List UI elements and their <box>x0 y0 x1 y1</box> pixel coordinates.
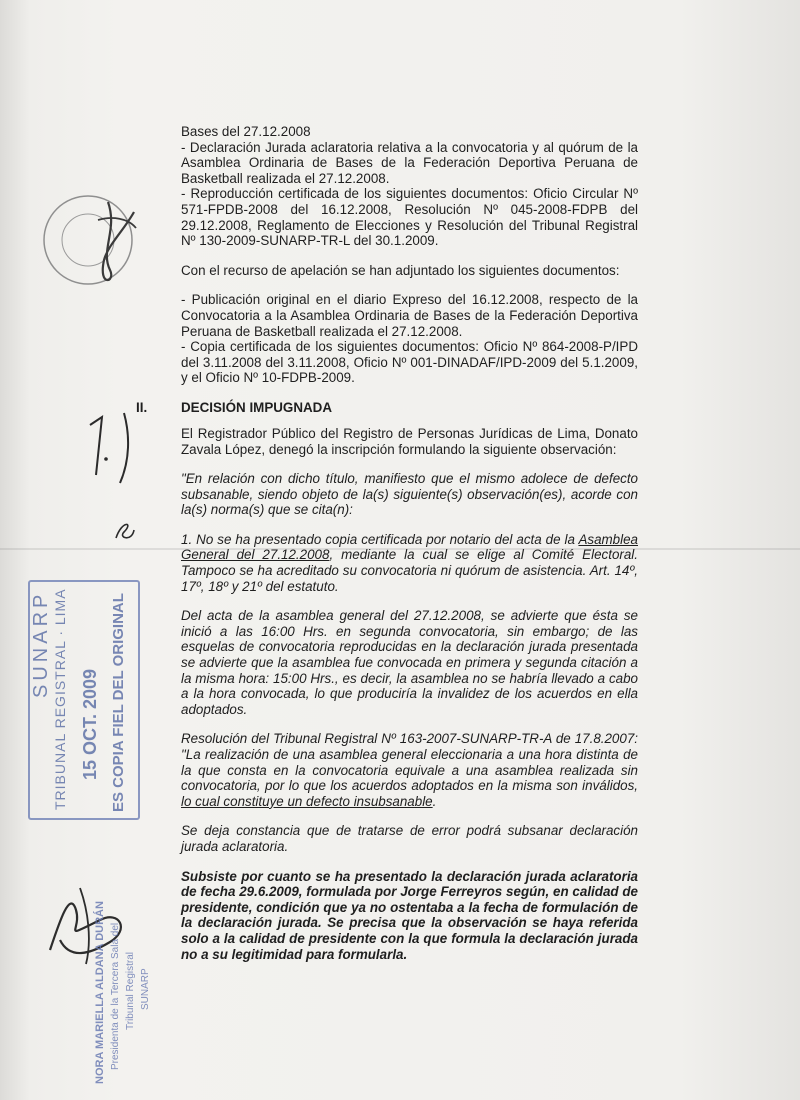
resolution-quote: Resolución del Tribunal Registral Nº 163-2007-SUNARP-TR-A de 17.8.2007: "La realización de una asamblea general eleccionaria a una hora distinta de la que consta en la convocatoria equivale a una asamblea realizada sin convocatoria, por lo que los acuerdos adoptados en la misma son inválidos, lo cual constituye un defecto insubsanable. <box>181 731 638 809</box>
stamp-tribunal: TRIBUNAL REGISTRAL · LIMA <box>52 588 68 810</box>
stamp-name-line4: SUNARP <box>140 968 151 1010</box>
observation-4: Subsiste por cuanto se ha presentado la declaración jurada aclaratoria de fecha 29.6.2009, formulada por Jorge Ferreyros según, en calidad de presidente, condición que ya no ostentaba a la fecha de formulación de la declaración jurada. Se precisa que la observación se haya referida solo a la calidad de presidente con la que formula la declaración jurada no a su legitimidad para formularla. <box>181 868 638 962</box>
stamp-date: 15 OCT. 2009 <box>80 668 100 780</box>
text-line: - Reproducción certificada de los siguientes documentos: Oficio Circular Nº 571-FPDB-2008 del 16.12.2008, Resolución Nº 045-2008-FDPB del 29.12.2008, Reglamento de Elecciones y Resolución del Tribunal Registral Nº 130-2009-SUNARP-TR-L del 30.1.2009. <box>181 186 638 249</box>
stamp-sunarp: SUNARP <box>30 590 52 698</box>
stamp-name-line3: Tribunal Registral <box>125 952 136 1030</box>
text-line: Bases del 27.12.2008 <box>181 124 311 139</box>
observation-2: Del acta de la asamblea general del 27.12.2008, se advierte que ésta se inició a las 16:00 Hrs. en segunda convocatoria, sin embargo; de las esquelas de convocatoria reproducidas en la declaración jurada presentada se advierte que la asamblea fue convocada en primera y segunda citación a la misma hora: 15:00 Hrs., es decir, la asamblea no se habría llevado a cabo a la hora convocada, lo que produciría la invalidez de los acuerdos en ella adoptados. <box>181 608 638 717</box>
name-stamp <box>90 860 160 1090</box>
handwritten-mark-1 <box>80 405 140 495</box>
observation-3: Se deja constancia que de tratarse de error podrá subsanar declaración jurada aclaratoria. <box>181 823 638 854</box>
registry-seal <box>38 190 148 300</box>
section-title: DECISIÓN IMPUGNADA <box>181 400 333 415</box>
handwritten-mark-2 <box>112 518 138 544</box>
observation-1: 1. No se ha presentado copia certificada por notario del acta de la Asamblea General del 27.12.2008, mediante la cual se elige al Comité Electoral. Tampoco se ha acreditado su convocatoria ni quórum de asistencia. Art. 14º, 17º, 18º y 21º del estatuto. <box>181 531 638 594</box>
paragraph-decision-intro: El Registrador Público del Registro de Personas Jurídicas de Lima, Donato Zavala López, denegó la inscripción formulando la siguiente observación: <box>181 425 638 457</box>
stamp-name-line2: Presidenta de la Tercera Sala del <box>110 922 121 1070</box>
text-line: - Declaración Jurada aclaratoria relativa a la convocatoria y al quórum de la Asamblea Ordinaria de Bases de la Federación Deportiva Peruana de Basketball realizada el 27.12.2008. <box>181 139 638 186</box>
paragraph-recurso-intro: Con el recurso de apelación se han adjuntado los siguientes documentos: <box>181 262 620 278</box>
quote-observation-intro: "En relación con dicho título, manifiesto que el mismo adolece de defecto subsanable, siendo objeto de la(s) siguiente(s) observación(es), acorde con la(s) norma(s) que se cita(n): <box>181 471 638 518</box>
recurso-item: - Copia certificada de los siguientes documentos: Oficio Nº 864-2008-P/IPD del 3.11.2008 del 3.11.2008, Oficio Nº 001-DINADAF/IPD-2009 del 5.1.2009, y el Oficio Nº 10-FDPB-2009. <box>181 339 638 386</box>
stamp-copia-fiel: ES COPIA FIEL DEL ORIGINAL <box>110 593 127 812</box>
section-number: II. <box>136 400 148 415</box>
sunarp-stamp <box>28 580 140 820</box>
stamp-name-line1: NORA MARIELLA ALDANA DURÁN <box>94 901 106 1084</box>
document-body <box>181 124 638 962</box>
recurso-item: - Publicación original en el diario Expreso del 16.12.2008, respecto de la Convocatoria a la Asamblea Ordinaria de Bases de la Federación Deportiva Peruana de Basketball realizada el 27.12.2008. <box>181 292 638 339</box>
